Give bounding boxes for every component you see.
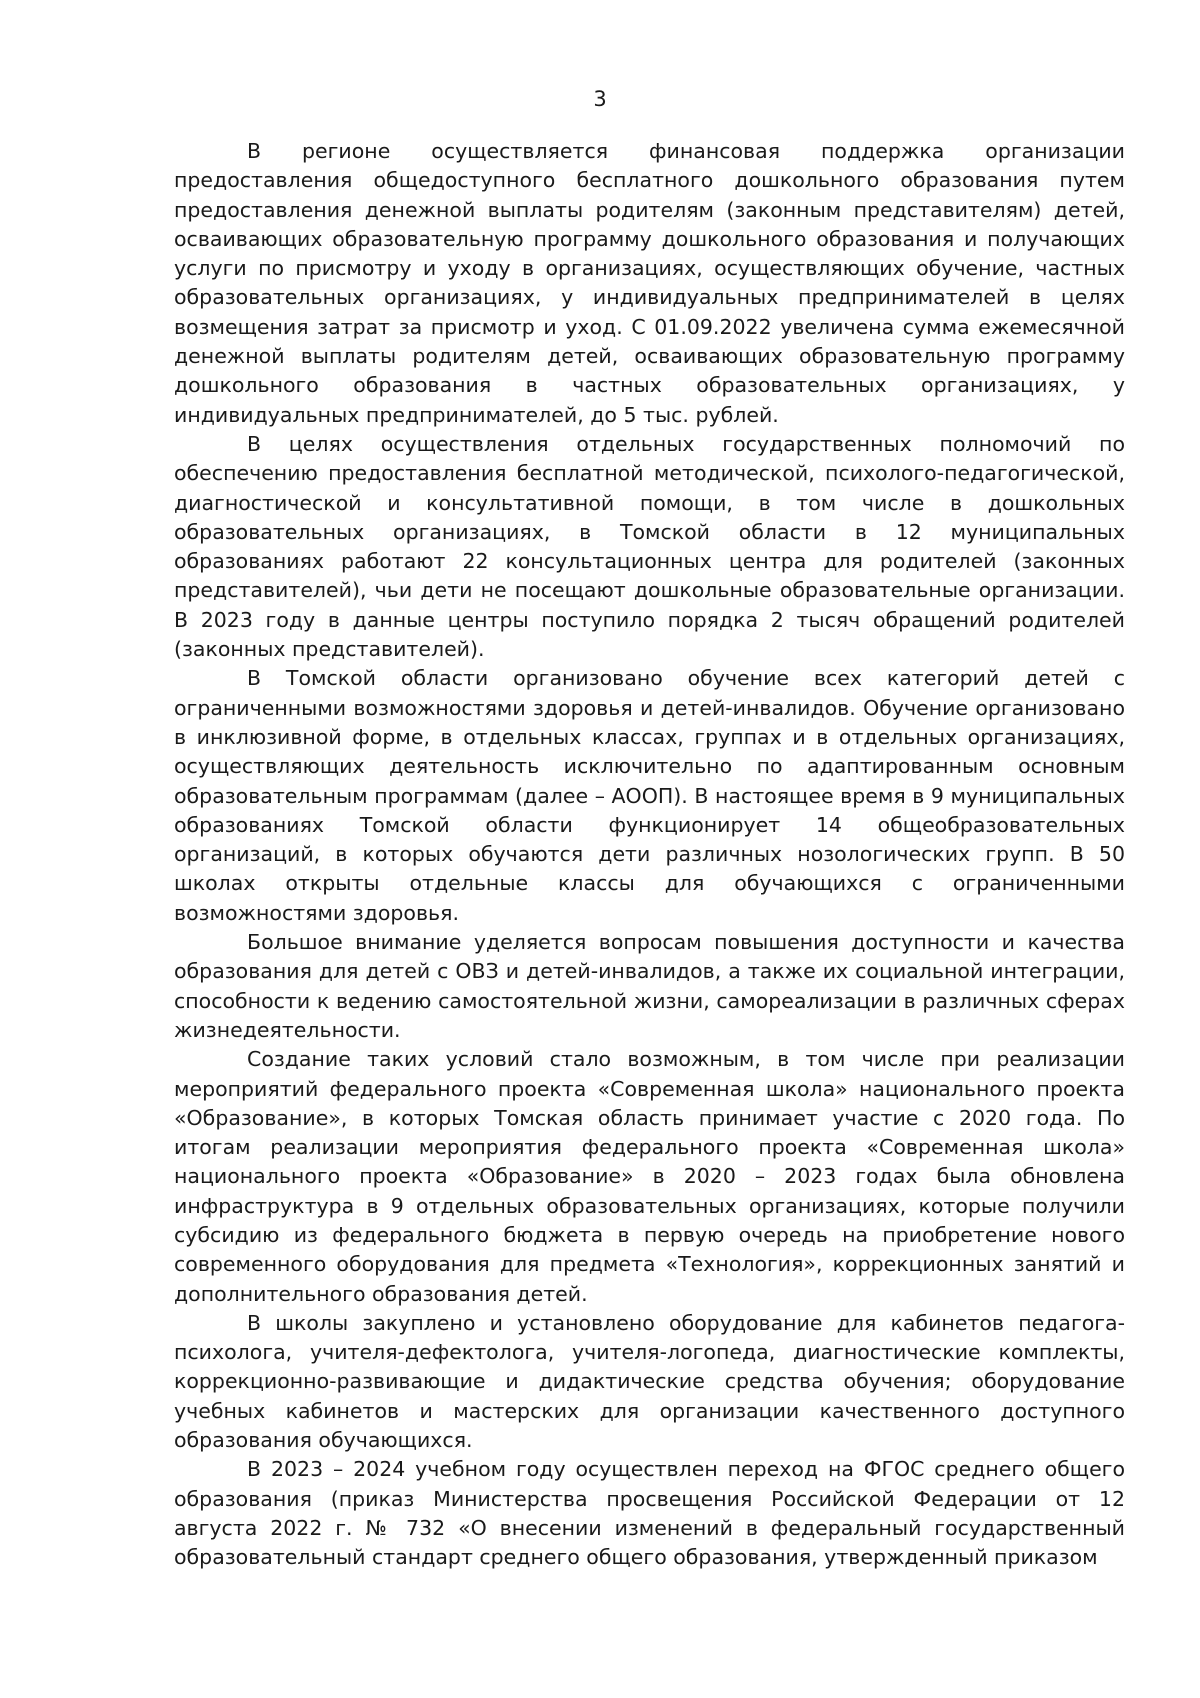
document-body <box>174 137 1125 1573</box>
paragraph-modern-school-project: Создание таких условий стало возможным, в том числе при реализации мероприятий федерального проекта «Современная школа» национального проекта «Образование», в которых Томская область принимает участие с 2020 года. По итогам реализации мероприятия федерального проекта «Современная школа» национального проекта «Образование» в 2020 – 2023 годах была обновлена инфраструктура в 9 отдельных образовательных организациях, которые получили субсидию из федерального бюджета в первую очередь на приобретение нового современного оборудования для предмета «Технология», коррекционных занятий и дополнительного образования детей. <box>174 1047 1125 1306</box>
paragraph-inclusive-education: В Томской области организовано обучение всех категорий детей с ограниченными возможностями здоровья и детей-инвалидов. Обучение организовано в инклюзивной форме, в отдельных классах, группах и в отдельных организациях, осуществляющих деятельность исключительно по адаптированным основным образовательным программам (далее – АООП). В настоящее время в 9 муниципальных образованиях Томской области функционирует 14 общеобразовательных организаций, в которых обучаются дети различных нозологических групп. В 50 школах открыты отдельные классы для обучающихся с ограниченными возможностями здоровья. <box>174 666 1125 925</box>
paragraph-fgos-transition: В 2023 – 2024 учебном году осуществлен переход на ФГОС среднего общего образования (приказ Министерства просвещения Российской Федерации от 12 августа 2022 г. № 732 «О внесении изменений в федеральный государственный образовательный стандарт среднего общего образования, утвержденный приказом <box>174 1457 1125 1570</box>
paragraph-consultation-centers: В целях осуществления отдельных государственных полномочий по обеспечению предоставления бесплатной методической, психолого-педагогической, диагностической и консультативной помощи, в том числе в дошкольных образовательных организациях, в Томской области в 12 муниципальных образованиях работают 22 консультационных центра для родителей (законных представителей), чьи дети не посещают дошкольные образовательные организации. В 2023 году в данные центры поступило порядка 2 тысяч обращений родителей (законных представителей). <box>174 431 1125 662</box>
paragraph-preschool-support: В регионе осуществляется финансовая поддержка организации предоставления общедоступного бесплатного дошкольного образования путем предоставления денежной выплаты родителям (законным представителям) детей, осваивающих образовательную программу дошкольного образования и получающих услуги по присмотру и уходу в организациях, осуществляющих обучение, частных образовательных организациях, у индивидуальных предпринимателей в целях возмещения затрат за присмотр и уход. С 01.09.2022 увеличена сумма ежемесячной денежной выплаты родителям детей, осваивающих образовательную программу дошкольного образования в частных образовательных организациях, у индивидуальных предпринимателей, до 5 тыс. рублей. <box>174 139 1125 427</box>
page-number: 3 <box>593 87 607 111</box>
paragraph-equipment: В школы закуплено и установлено оборудование для кабинетов педагога-психолога, учителя-дефектолога, учителя-логопеда, диагностические комплекты, коррекционно-развивающие и дидактические средства обучения; оборудование учебных кабинетов и мастерских для организации качественного доступного образования обучающихся. <box>174 1310 1125 1453</box>
paragraph-accessibility: Большое внимание уделяется вопросам повышения доступности и качества образования для детей с ОВЗ и детей-инвалидов, а также их социальной интеграции, способности к ведению самостоятельной жизни, самореализации в различных сферах жизнедеятельности. <box>174 930 1125 1042</box>
